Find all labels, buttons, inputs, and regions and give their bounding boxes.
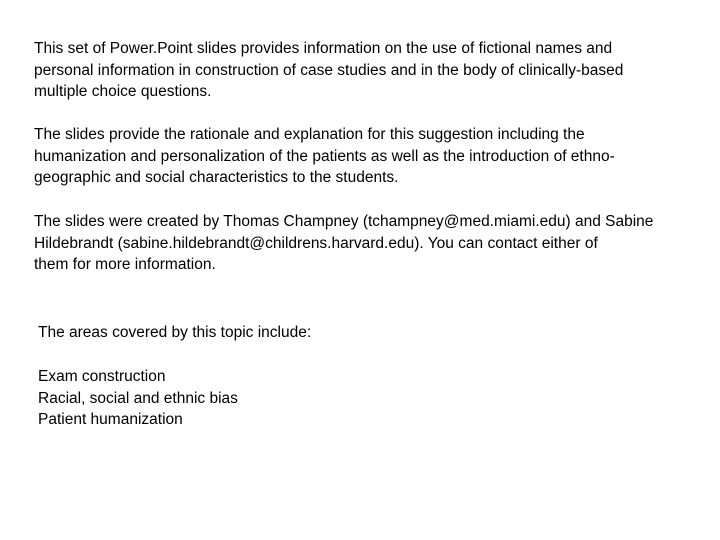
areas-heading-text: The areas covered by this topic include: [38, 324, 312, 341]
text-line: The slides were created by Thomas Champney (tchampney@med.miami.edu) and Sabine [34, 213, 654, 230]
text-line: The slides provide the rationale and explanation for this suggestion including the [34, 126, 585, 143]
text-line: Hildebrandt (sabine.hildebrandt@childrens.harvard.edu). You can contact either of [34, 234, 598, 252]
list-item: Racial, social and ethnic bias [38, 389, 238, 407]
list-item: Patient humanization [38, 411, 183, 428]
areas-heading [38, 322, 698, 344]
intro-paragraph [34, 38, 694, 103]
topics-list [38, 366, 698, 431]
text-line: This set of Power.Point slides provides information on the use of fictional names and [34, 40, 613, 57]
text-line: multiple choice questions. [34, 83, 212, 100]
text-line: geographic and social characteristics to the students. [34, 169, 399, 186]
rationale-paragraph [34, 124, 694, 189]
authors-paragraph [34, 211, 694, 276]
text-line: personal information in construction of case studies and in the body of clinically-based [34, 61, 624, 79]
list-item: Exam construction [38, 368, 166, 385]
text-line: them for more information. [34, 256, 216, 273]
text-line: humanization and personalization of the patients as well as the introduction of ethno- [34, 147, 615, 165]
